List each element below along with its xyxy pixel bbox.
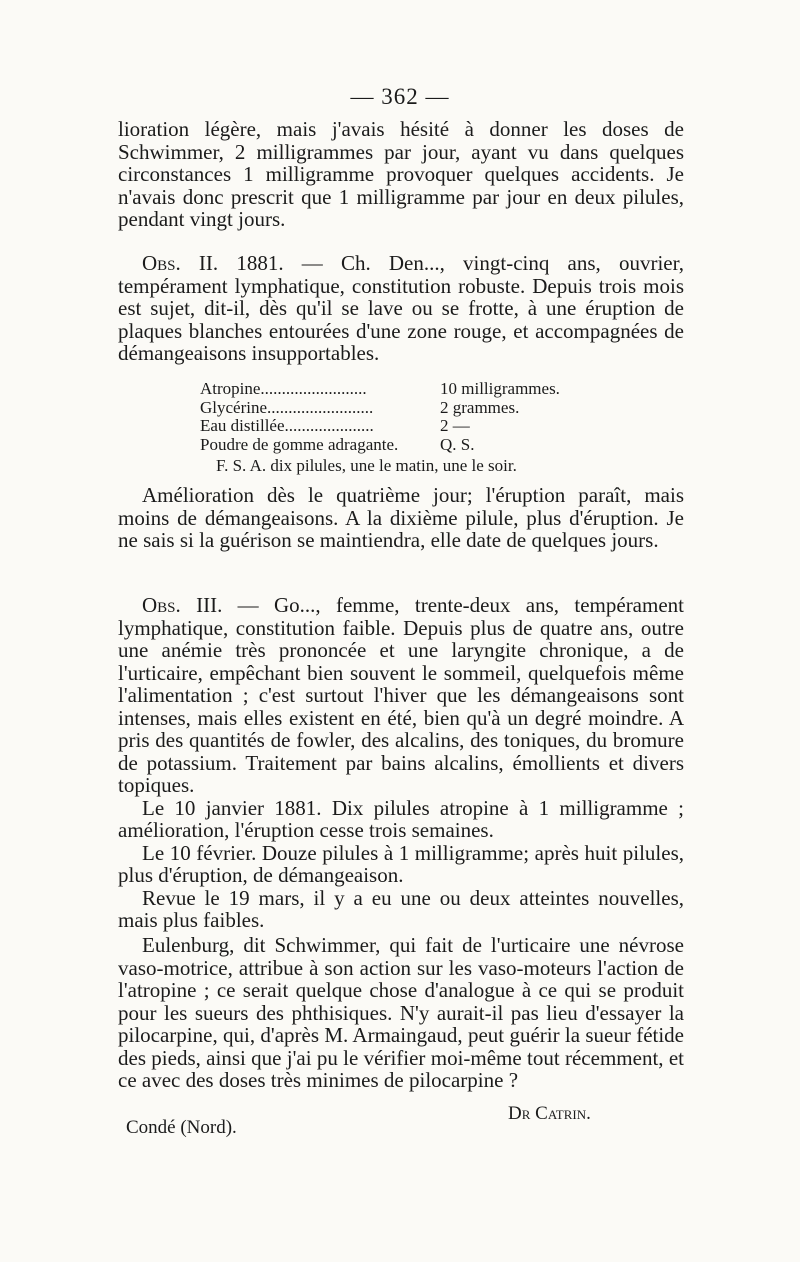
paragraph-text: Amélioration dès le quatrième jour; l'éruption paraît, mais moins de démangeaisons. A la dixième pilule, plus d'éruption. Je ne sais si la guérison se maintiendra, elle date de quelques jours. — [118, 483, 684, 552]
author-location: Condé (Nord). — [126, 1117, 237, 1138]
ingredient-quantity: 2 grammes. — [440, 397, 520, 417]
ingredient-name: Atropine......................... — [200, 380, 367, 398]
page-number: — 362 — — [350, 84, 450, 109]
ingredient-quantity: Q. S. — [440, 434, 475, 454]
prescription-row — [200, 380, 620, 399]
prescription-row — [200, 399, 620, 418]
author-signature: Dr Catrin. — [508, 1103, 591, 1124]
paragraph-continuation — [118, 118, 684, 231]
observation-3-text: — Go..., femme, trente-deux ans, tempérament lymphatique, constitution faible. Depuis plus de quatre ans, outre une anémie très prononcée et une laryngite chronique, a de l'urticaire, empêchant bien souvent le sommeil, quelquefois même l'alimentation ; c'est surtout l'hiver que les démangeaisons sont intenses, mais elles existent en été, bien qu'à un degré moindre. A pris des quantités de fowler, des alcalins, des toniques, du bromure de potassium. Traitement par bains alcalins, émollients et divers topiques. — [118, 593, 684, 797]
discussion-paragraph — [118, 934, 684, 1092]
paragraph-text: lioration légère, mais j'avais hésité à donner les doses de Schwimmer, 2 milligrammes par jour, ayant vu dans quelques circonstances 1 milligramme provoquer quelques accidents. Je n'avais donc prescrit que 1 milligramme par jour en deux pilules, pendant vingt jours. — [118, 117, 684, 231]
observation-2-paragraph — [118, 252, 684, 365]
paragraph-text: Eulenburg, dit Schwimmer, qui fait de l'urticaire une névrose vaso-motrice, attribue à son action sur les vaso-moteurs l'action de l'atropine ; ce serait quelque chose d'analogue à ce qui se produit pour les sueurs des phthisiques. N'y aurait-il pas lieu d'essayer la pilocarpine, qui, d'après M. Armaingaud, peut guérir la sueur fétide des pieds, ainsi que j'ai pu le vérifier moi-même tout récemment, et ce avec des doses très minimes de pilocarpine ? — [118, 933, 684, 1092]
observation-3-entry: Revue le 19 mars, il y a eu une ou deux atteintes nouvelles, mais plus faibles. — [118, 885, 684, 932]
observation-2-label: Obs. II. — [142, 251, 219, 275]
result-paragraph — [118, 484, 684, 552]
ingredient-quantity: 10 milligrammes. — [440, 379, 560, 398]
observation-2 — [118, 252, 684, 365]
ingredient-quantity: 2 — — [440, 416, 470, 435]
observation-3-paragraph — [118, 594, 684, 797]
observation-2-text: 1881. — Ch. Den..., vingt-cinq ans, ouvrier, tempérament lymphatique, constitution robuste. Depuis trois mois est sujet, dit-il, dès qu'il se lave ou se frotte, à une éruption de plaques blanches entourées d'une zone rouge, et accompagnées de démangeaisons insupportables. — [118, 251, 685, 365]
observation-3-entry: Le 10 janvier 1881. Dix pilules atropine à 1 milligramme ; amélioration, l'éruption cesse trois semaines. — [118, 795, 684, 842]
ingredient-name: Poudre de gomme adragante. — [200, 435, 399, 454]
observation-3 — [118, 594, 684, 932]
observation-3-entry: Le 10 février. Douze pilules à 1 milligramme; après huit pilules, plus d'éruption, de démangeaison. — [118, 840, 684, 887]
observation-3-label: Obs. III. — [142, 593, 223, 617]
prescription-directions: F. S. A. dix pilules, une le matin, une le soir. — [216, 456, 517, 475]
ingredient-name: Eau distillée..................... — [200, 417, 374, 435]
prescription-row — [200, 436, 620, 455]
ingredient-name: Glycérine......................... — [200, 398, 374, 417]
prescription — [200, 380, 620, 476]
prescription-row — [200, 417, 620, 436]
